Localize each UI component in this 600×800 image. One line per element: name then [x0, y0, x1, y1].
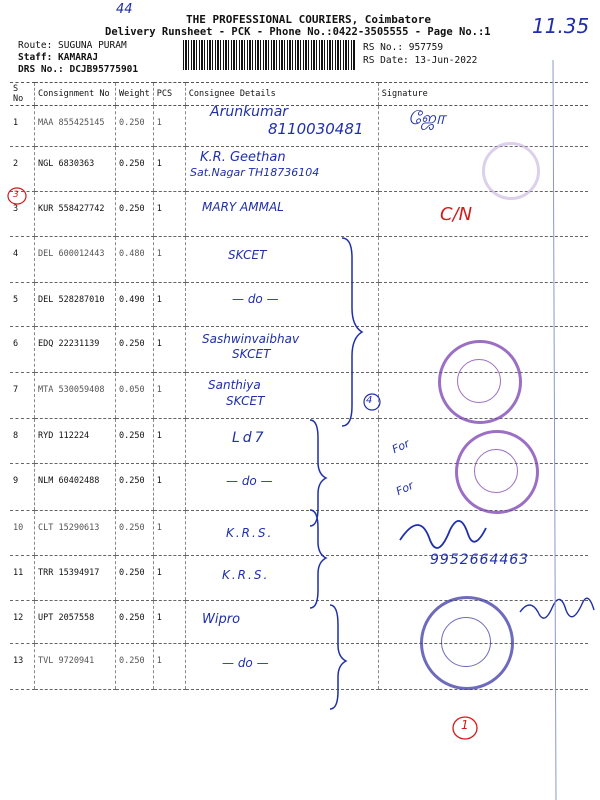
col-signature: Signature	[378, 83, 588, 106]
cell-consignment: RYD 112224	[35, 419, 116, 464]
cell-sno: 6	[10, 327, 35, 373]
cell-weight: 0.250	[116, 556, 154, 601]
cell-consignment: MTA 530059408	[35, 373, 116, 419]
cell-consignment: DEL 600012443	[35, 237, 116, 283]
page-subtitle: Delivery Runsheet - PCK - Phone No.:0422-3505555 - Page No.:1	[105, 26, 491, 38]
page-title: THE PROFESSIONAL COURIERS, Coimbatore	[186, 13, 432, 26]
hw-consignee-4: SKCET	[228, 248, 267, 262]
cell-sno: 9	[10, 464, 35, 511]
cell-consignment: NGL 6830363	[35, 147, 116, 192]
cell-pcs: 1	[153, 147, 185, 192]
cell-consignment: NLM 60402488	[35, 464, 116, 511]
hw-consignee-1b: 8110030481	[268, 120, 364, 138]
cell-consignment: TRR 15394917	[35, 556, 116, 601]
signature-row10	[400, 521, 486, 548]
cell-consignment: TVL 9720941	[35, 644, 116, 690]
cell-pcs: 1	[153, 419, 185, 464]
brace-rows-4-7	[342, 238, 362, 426]
rs-date: RS Date: 13-Jun-2022	[363, 55, 478, 66]
cell-weight: 0.250	[116, 327, 154, 373]
college-stamp-inner	[457, 359, 501, 403]
wipro-stamp-inner	[441, 617, 491, 667]
hw-consignee-7a: Santhiya	[208, 378, 261, 392]
cell-consignment: CLT 15290613	[35, 511, 116, 556]
company-stamp-inner	[474, 449, 518, 493]
wipro-stamp	[420, 596, 514, 690]
route: Route: SUGUNA PURAM	[18, 40, 127, 51]
company-stamp	[455, 430, 539, 514]
cell-weight: 0.250	[116, 601, 154, 644]
signature-row12	[520, 598, 594, 618]
col-pcs: PCS	[153, 83, 185, 106]
hw-consignee-6a: Sashwinvaibhav	[202, 332, 300, 346]
col-weight: Weight	[116, 83, 154, 106]
signature-row1: ஜோ	[408, 108, 446, 129]
cell-pcs: 1	[153, 283, 185, 327]
col-sno: S No	[10, 83, 35, 106]
cell-sno: 8	[10, 419, 35, 464]
hw-consignee-11: K.R.S.	[222, 568, 270, 582]
hw-consignee-8: Ld7	[232, 430, 267, 446]
cell-consignment: MAA 855425145	[35, 106, 116, 147]
handwritten-count: 44	[116, 2, 133, 17]
handwritten-time: 11.35	[532, 14, 590, 38]
hw-consignee-2b: Sat.Nagar TH18736104	[190, 166, 320, 179]
cell-sno: 4	[10, 237, 35, 283]
rs-number: RS No.: 957759	[363, 42, 444, 53]
cell-sno: 13	[10, 644, 35, 690]
cell-consignment: EDQ 22231139	[35, 327, 116, 373]
cell-pcs: 1	[153, 237, 185, 283]
cell-consignment: UPT 2057558	[35, 601, 116, 644]
cell-weight: 0.250	[116, 644, 154, 690]
bottom-circle-label: 1	[461, 718, 469, 732]
cell-pcs: 1	[153, 327, 185, 373]
cell-sno: 12	[10, 601, 35, 644]
cell-pcs: 1	[153, 644, 185, 690]
for-label-2: For	[394, 478, 416, 499]
cell-pcs: 1	[153, 106, 185, 147]
for-label-1: For	[390, 436, 412, 457]
cell-pcs: 1	[153, 556, 185, 601]
brace-count-label: 4	[366, 395, 373, 406]
cell-sno: 10	[10, 511, 35, 556]
hw-consignee-9: — do —	[226, 474, 273, 488]
faint-stamp	[482, 142, 540, 200]
cell-sno: 5	[10, 283, 35, 327]
hw-consignee-2a: K.R. Geethan	[200, 150, 286, 165]
cell-sno: 11	[10, 556, 35, 601]
hw-consignee-3: MARY AMMAL	[202, 200, 284, 214]
hw-consignee-13: — do —	[222, 656, 269, 670]
cell-weight: 0.250	[116, 192, 154, 237]
cell-weight: 0.250	[116, 106, 154, 147]
cell-sno: 1	[10, 106, 35, 147]
hw-consignee-12: Wipro	[202, 612, 241, 627]
cell-weight: 0.250	[116, 419, 154, 464]
signature-row3-cn: C/N	[440, 204, 473, 225]
cell-pcs: 1	[153, 192, 185, 237]
cell-weight: 0.250	[116, 511, 154, 556]
row3-circle-label: 3	[13, 190, 19, 200]
cell-consignment: KUR 558427742	[35, 192, 116, 237]
right-margin-line	[553, 60, 556, 800]
cell-pcs: 1	[153, 373, 185, 419]
staff: Staff: KAMARAJ	[18, 52, 99, 63]
cell-weight: 0.250	[116, 147, 154, 192]
cell-weight: 0.250	[116, 464, 154, 511]
cell-sno: 2	[10, 147, 35, 192]
cell-weight: 0.480	[116, 237, 154, 283]
drs-number: DRS No.: DCJB95775901	[18, 64, 139, 75]
cell-weight: 0.050	[116, 373, 154, 419]
col-consignee: Consignee Details	[185, 83, 378, 106]
cell-weight: 0.490	[116, 283, 154, 327]
cell-sno: 7	[10, 373, 35, 419]
cell-pcs: 1	[153, 601, 185, 644]
college-stamp	[438, 340, 522, 424]
hw-consignee-7b: SKCET	[226, 394, 265, 408]
cell-sno: 3	[10, 192, 35, 237]
hw-consignee-5: — do —	[232, 292, 279, 306]
hw-consignee-10: K.R.S.	[226, 526, 274, 540]
handwritten-phone: 9952664463	[430, 552, 530, 568]
cell-pcs: 1	[153, 464, 185, 511]
cell-pcs: 1	[153, 511, 185, 556]
hw-consignee-1a: Arunkumar	[210, 104, 289, 120]
hw-consignee-6b: SKCET	[232, 347, 271, 361]
brace-rows-12-13	[330, 605, 346, 709]
cell-consignment: DEL 528287010	[35, 283, 116, 327]
col-consignment: Consignment No	[35, 83, 116, 106]
